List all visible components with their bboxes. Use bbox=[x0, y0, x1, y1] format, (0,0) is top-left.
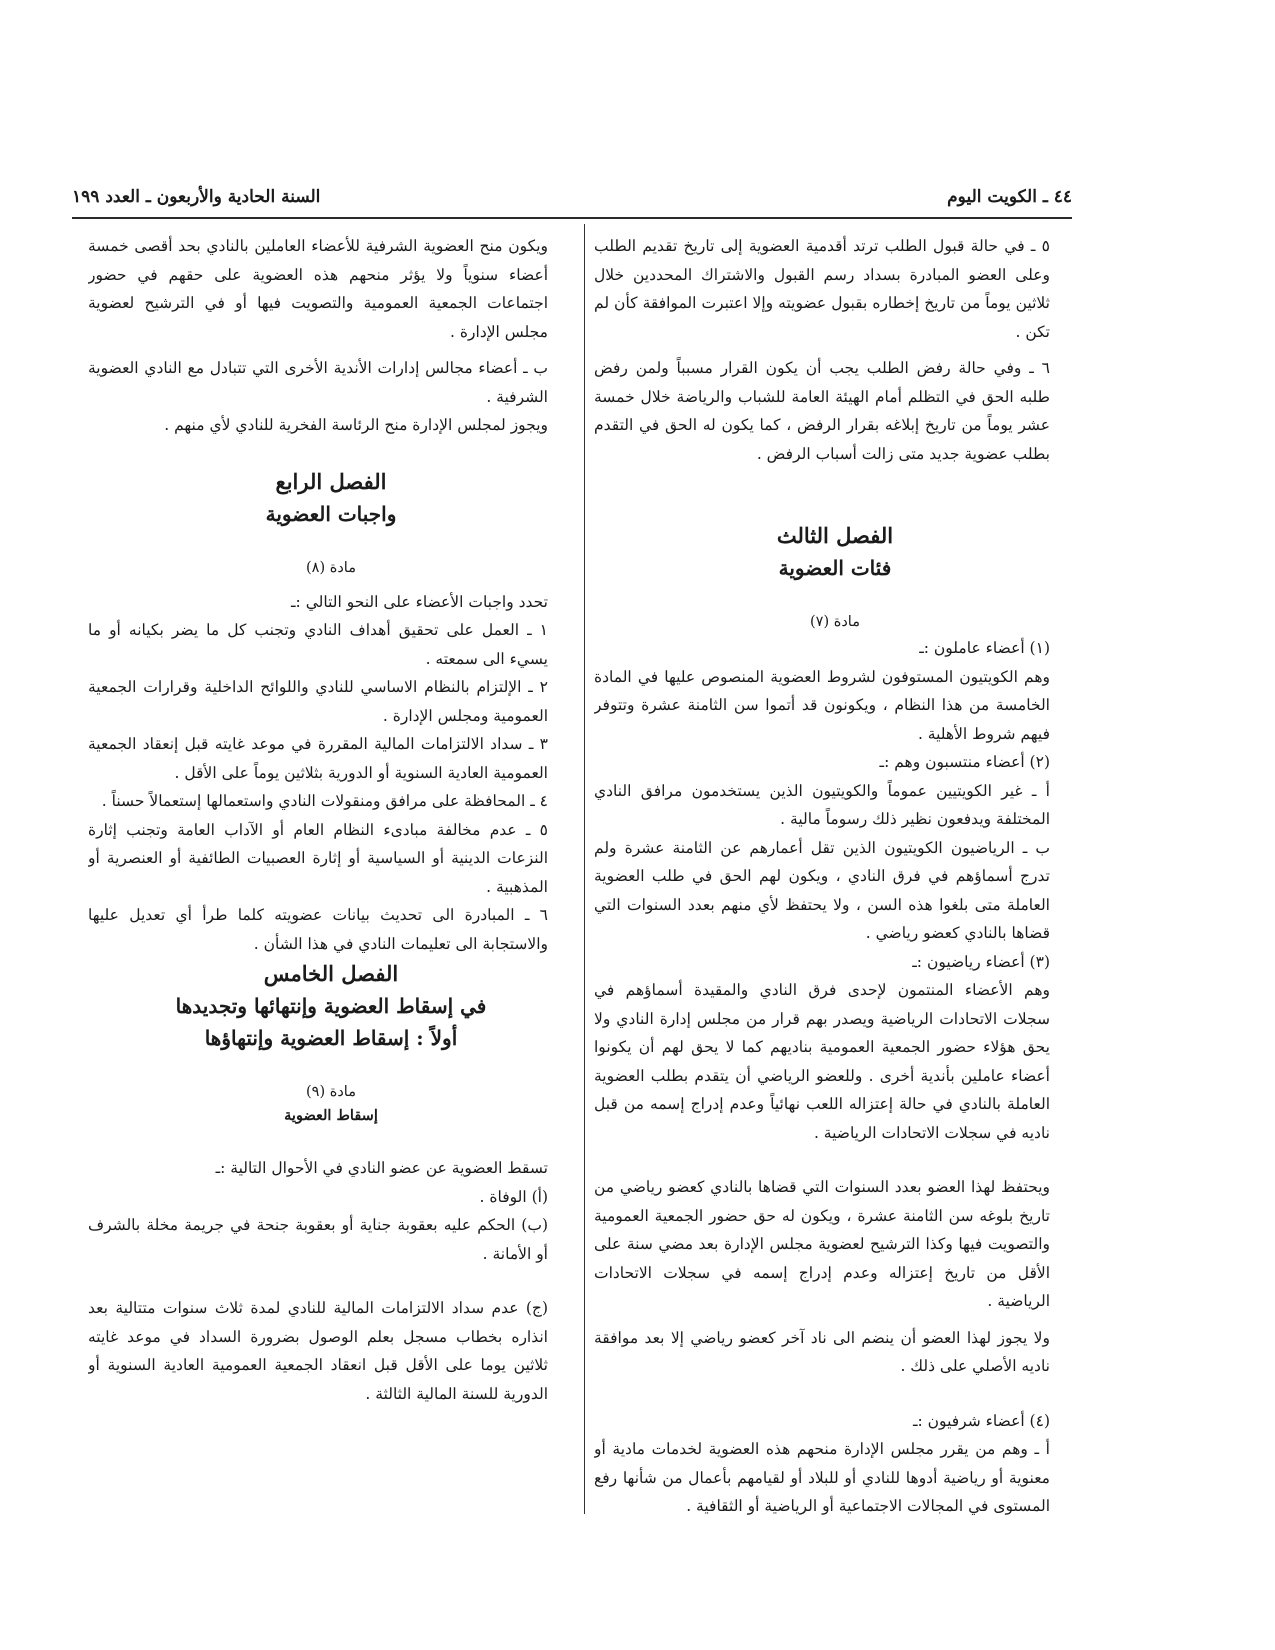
article-title: مادة (٩) bbox=[306, 1084, 356, 1100]
list-item: (ج) عدم سداد الالتزامات المالية للنادي لمدة ثلاث سنوات متتالية بعد انذاره بخطاب مسجل بعلم الوصول بضرورة السداد في موعد غايته ثلاثين يوما على الأقل قبل انعقاد الجمعية العمومية العادية السنوية أو الدورية للسنة المالية الثالثة . bbox=[88, 1299, 548, 1403]
paragraph-5: ٥ ـ في حالة قبول الطلب ترتد أقدمية العضوية إلى تاريخ تقديم الطلب وعلى العضو المبادرة بسداد رسم القبول والاشتراك المحددين خلال ثلاثين يوماً من تاريخ إخطاره بقبول عضويته وإلا اعتبرت الموافقة كأن لم تكن . bbox=[594, 237, 1050, 341]
paragraph: تسقط العضوية عن عضو النادي في الأحوال التالية :ـ bbox=[215, 1159, 548, 1177]
article-title: مادة (٧) bbox=[810, 614, 860, 630]
item-text: وهم الكويتيون المستوفون لشروط العضوية المنصوص عليها في المادة الخامسة من هذا النظام ، ويكونون قد أتموا سن الثامنة عشرة وتتوفر فيهم شروط الأهلية . bbox=[594, 667, 1050, 743]
list-item: ٣ ـ سداد الالتزامات المالية المقررة في موعد غايته قبل إنعقاد الجمعية العمومية العادية السنوية أو الدورية بثلاثين يوماً على الأقل . bbox=[88, 735, 548, 782]
list-item: ٥ ـ عدم مخالفة مبادىء النظام العام أو الآداب العامة وتجنب إثارة النزعات الدينية أو السياسية أو إثارة العصبيات الطائفية أو العنصرية أو المذهبية . bbox=[88, 820, 548, 896]
item-text: ب ـ الرياضيون الكويتيون الذين تقل أعمارهم عن الثامنة عشرة ولم تدرج أسماؤهم في فرق النادي ، ويكون لهم الحق في طلب العضوية العاملة متى بلغوا هذه السن ، ولا يحتفظ لأي منهم بعدد السنوات التي قضاها بالنادي كعضو رياضي . bbox=[594, 838, 1050, 942]
paragraph: ويجوز لمجلس الإدارة منح الرئاسة الفخرية للنادي لأي منهم . bbox=[164, 416, 548, 434]
right-column bbox=[594, 232, 1076, 1522]
item-heading: (٢) أعضاء منتسبون وهم :ـ bbox=[879, 753, 1050, 771]
issue-label: السنة الحادية والأربعون ـ العدد ١٩٩ bbox=[72, 187, 321, 207]
chapter-title: الفصل الثالث bbox=[776, 523, 894, 548]
left-column bbox=[88, 232, 574, 1522]
item-heading: (٣) أعضاء رياضيون :ـ bbox=[912, 952, 1050, 971]
list-item: ٦ ـ المبادرة الى تحديث بيانات عضويته كلما طرأ أي تعديل عليها والاستجابة الى تعليمات النادي في هذا الشأن . bbox=[88, 906, 548, 953]
column-divider bbox=[584, 224, 585, 1514]
paragraph: ويكون منح العضوية الشرفية للأعضاء العاملين بالنادي بحد أقصى خمسة أعضاء سنوياً ولا يؤثر منحهم هذه العضوية على حقهم في حضور اجتماعات الجمعية العمومية والتصويت فيها أو في الترشيح لعضوية مجلس الإدارة . bbox=[88, 237, 548, 341]
chapter-title: الفصل الرابع bbox=[275, 468, 387, 494]
section-title: أولاً : إسقاط العضوية وإنتهاؤها bbox=[204, 1026, 458, 1050]
article-subtitle: إسقاط العضوية bbox=[284, 1107, 378, 1124]
item-heading: (٤) أعضاء شرفيون :ـ bbox=[912, 1411, 1050, 1430]
list-item: (ب) الحكم عليه بعقوبة جناية أو بعقوبة جنحة في جريمة مخلة بالشرف أو الأمانة . bbox=[88, 1216, 548, 1263]
chapter-subtitle: واجبات العضوية bbox=[265, 501, 397, 526]
list-item: ٤ ـ المحافظة على مرافق ومنقولات النادي واستعمالها إستعمالاً حسناً . bbox=[101, 792, 548, 810]
item-text: ويحتفظ لهذا العضو بعدد السنوات التي قضاها بالنادي كعضو رياضي من تاريخ بلوغه سن الثامنة عشرة ، ويكون له حق حضور الجمعية العمومية والتصويت فيها وكذا الترشيح لعضوية مجلس الإدارة بعد مضي سنة على الأقل من تاريخ إعتزاله وعدم إدراج إسمه في سجلات الاتحادات الرياضية . bbox=[594, 1178, 1050, 1310]
paragraph-6: ٦ ـ وفي حالة رفض الطلب يجب أن يكون القرار مسبباً ولمن رفض طلبه الحق في التظلم أمام الهيئة العامة للشباب والرياضة خلال خمسة عشر يوماً من تاريخ إبلاغه بقرار الرفض ، كما يكون له الحق في التقدم بطلب عضوية جديد متى زالت أسباب الرفض . bbox=[594, 359, 1050, 463]
list-item: ٢ ـ الإلتزام بالنظام الاساسي للنادي واللوائح الداخلية وقرارات الجمعية العمومية ومجلس الإدارة . bbox=[88, 678, 548, 725]
chapter-subtitle: في إسقاط العضوية وإنتهائها وتجديدها bbox=[175, 994, 487, 1018]
list-item: ١ ـ العمل على تحقيق أهداف النادي وتجنب كل ما يضر بكيانه أو ما يسيء الى سمعته . bbox=[88, 621, 548, 668]
article-title: مادة (٨) bbox=[306, 559, 356, 576]
page-title: ٤٤ ـ الكويت اليوم bbox=[947, 187, 1072, 207]
list-item: (أ) الوفاة . bbox=[479, 1187, 548, 1206]
paragraph: ب ـ أعضاء مجالس إدارات الأندية الأخرى التي تتبادل مع النادي العضوية الشرفية . bbox=[88, 359, 548, 406]
page-header bbox=[72, 187, 1072, 219]
paragraph: تحدد واجبات الأعضاء على النحو التالي :ـ bbox=[291, 592, 548, 611]
chapter-title: الفصل الخامس bbox=[263, 961, 399, 986]
item-heading: (١) أعضاء عاملون :ـ bbox=[919, 639, 1050, 657]
item-text: أ ـ غير الكويتيين عموماً والكويتيون الذين يستخدمون مرافق النادي المختلفة ويدفعون نظير ذلك رسوماً مالية . bbox=[594, 781, 1050, 828]
chapter-subtitle: فئات العضوية bbox=[778, 556, 892, 580]
item-text: أ ـ وهم من يقرر مجلس الإدارة منحهم هذه العضوية لخدمات مادية أو معنوية أو رياضية أدوها للنادي أو للبلاد أو لقيامهم بأعمال من شأنها رفع المستوى في المجالات الاجتماعية أو الرياضية أو الثقافية . bbox=[594, 1440, 1050, 1515]
item-text: ولا يجوز لهذا العضو أن ينضم الى ناد آخر كعضو رياضي إلا بعد موافقة ناديه الأصلي على ذلك . bbox=[594, 1328, 1050, 1375]
item-text: وهم الأعضاء المنتمون لإحدى فرق النادي والمقيدة أسماؤهم في سجلات الاتحادات الرياضية ويصدر بهم قرار من مجلس إدارة النادي ولا يحق هؤلاء حضور الجمعية العمومية بناديهم كما لا يحق لهم أن يكونوا أعضاء عاملين بأندية أخرى . وللعضو الرياضي أن يتقدم بطلب العضوية العاملة بالنادي في حالة إعتزاله اللعب نهائياً وعدم إدراج إسمه من قبل ناديه في سجلات الاتحادات الرياضية . bbox=[594, 981, 1050, 1142]
